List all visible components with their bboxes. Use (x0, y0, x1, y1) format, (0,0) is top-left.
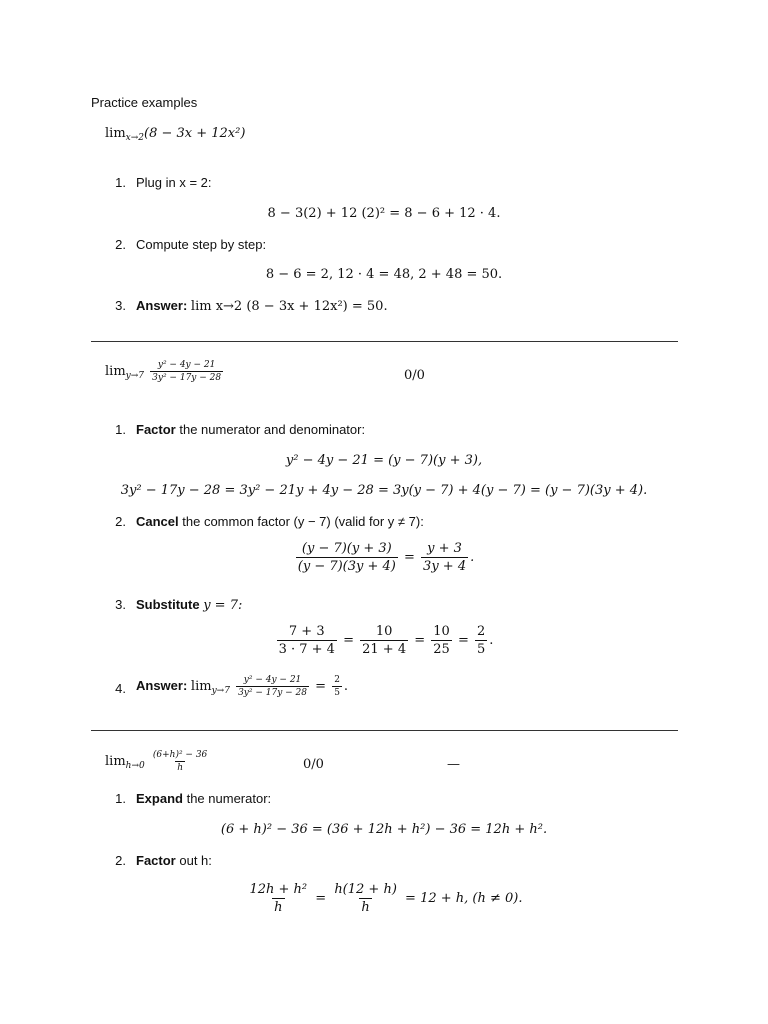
ex2-step2-text: Cancel the common factor (y − 7) (valid for y ≠ 7): (136, 514, 424, 529)
ex1-step2-equation: 8 − 6 = 2, 12 · 4 = 48, 2 + 48 = 50. (265, 267, 503, 282)
ex1-step1-number: 1. (115, 175, 126, 190)
section-divider (91, 341, 678, 342)
ex1-step3-answer (136, 298, 388, 314)
ex1-step1-equation: 8 − 3(2) + 12 (2)² = 8 − 6 + 12 · 4. (267, 206, 501, 221)
ex3-step2-number: 2. (115, 853, 126, 868)
ex2-step4-number: 4. (115, 681, 126, 696)
ex2-indeterminate-form: 0/0 (404, 368, 425, 383)
ex2-cancel-equation: $\frac{(y - 7)(y + 3)}{(y - 7)(3y + 4)}$ = $\frac{y + 3}{3y + 4}$ . (297, 541, 475, 574)
ex1-step1-text: Plug in x = 2: (136, 175, 212, 190)
example1-limit: $\lim_{x\to 2}(8 - 3x + 12x^2)$ (105, 126, 246, 143)
ex3-expand-equation: (6 + h)² − 36 = (36 + 12h + h²) − 36 = 12h + h². (220, 822, 548, 837)
section-divider (91, 730, 678, 731)
ex3-step1-number: 1. (115, 791, 126, 806)
ex3-indeterminate-form: 0/0 (303, 757, 324, 772)
ex2-step1-number: 1. (115, 422, 126, 437)
example2-limit: $\lim_{y\to 7}$ $\frac{\text{y² − 4y − 21}}{\text{3y² − 17y − 28}}$ (105, 360, 222, 383)
ex2-step2-number: 2. (115, 514, 126, 529)
ex1-step2-text: Compute step by step: (136, 237, 267, 252)
ex2-denominator-factored: 3y² − 17y − 28 = 3y² − 21y + 4y − 28 = 3y(y − 7) + 4(y − 7) = (y − 7)(3y + 4). (120, 483, 648, 498)
ex3-factor-equation: $\frac{\text{12h + h²}}{h}$ = $\frac{h(12 + h)}{h}$ = 12 + h, (h ≠ 0). (249, 882, 523, 915)
ex2-step3-number: 3. (115, 597, 126, 612)
ex2-numerator-factored: y² − 4y − 21 = (y − 7)(y + 3), (285, 453, 483, 468)
ex1-step2-number: 2. (115, 237, 126, 252)
ex2-step3-text: Substitute y = 7: (136, 597, 243, 613)
ex3-dash: — (447, 757, 460, 772)
example3-limit: $\lim_{h\to 0}$ $\frac{\text{(6+h)² − 36}}{h}$ (105, 750, 208, 773)
ex2-step1-text: Factor the numerator and denominator: (136, 422, 366, 437)
ex2-step4-answer: Answer: $\lim_{y\to 7}$ $\frac{\text{y² − 4y − 21}}{\text{3y² − 17y − 28}}$ = $\frac{2}{5}$ . (136, 675, 349, 698)
ex1-step3-number: 3. (115, 298, 126, 313)
ex3-step2-text: Factor out h: (136, 853, 212, 868)
answer-equation: lim x→2 (8 − 3x + 12x²) = 50. (190, 299, 388, 314)
ex3-step1-text: Expand the numerator: (136, 791, 272, 806)
ex2-substitute-equation: $\frac{7 + 3}{3 \cdot 7 + 4}$ = $\frac{10}{21 + 4}$ = $\frac{10}{25}$ = $\frac{2}{5}$ . (278, 624, 494, 657)
answer-label: Answer: (136, 298, 188, 313)
page-heading: Practice examples (91, 95, 198, 110)
